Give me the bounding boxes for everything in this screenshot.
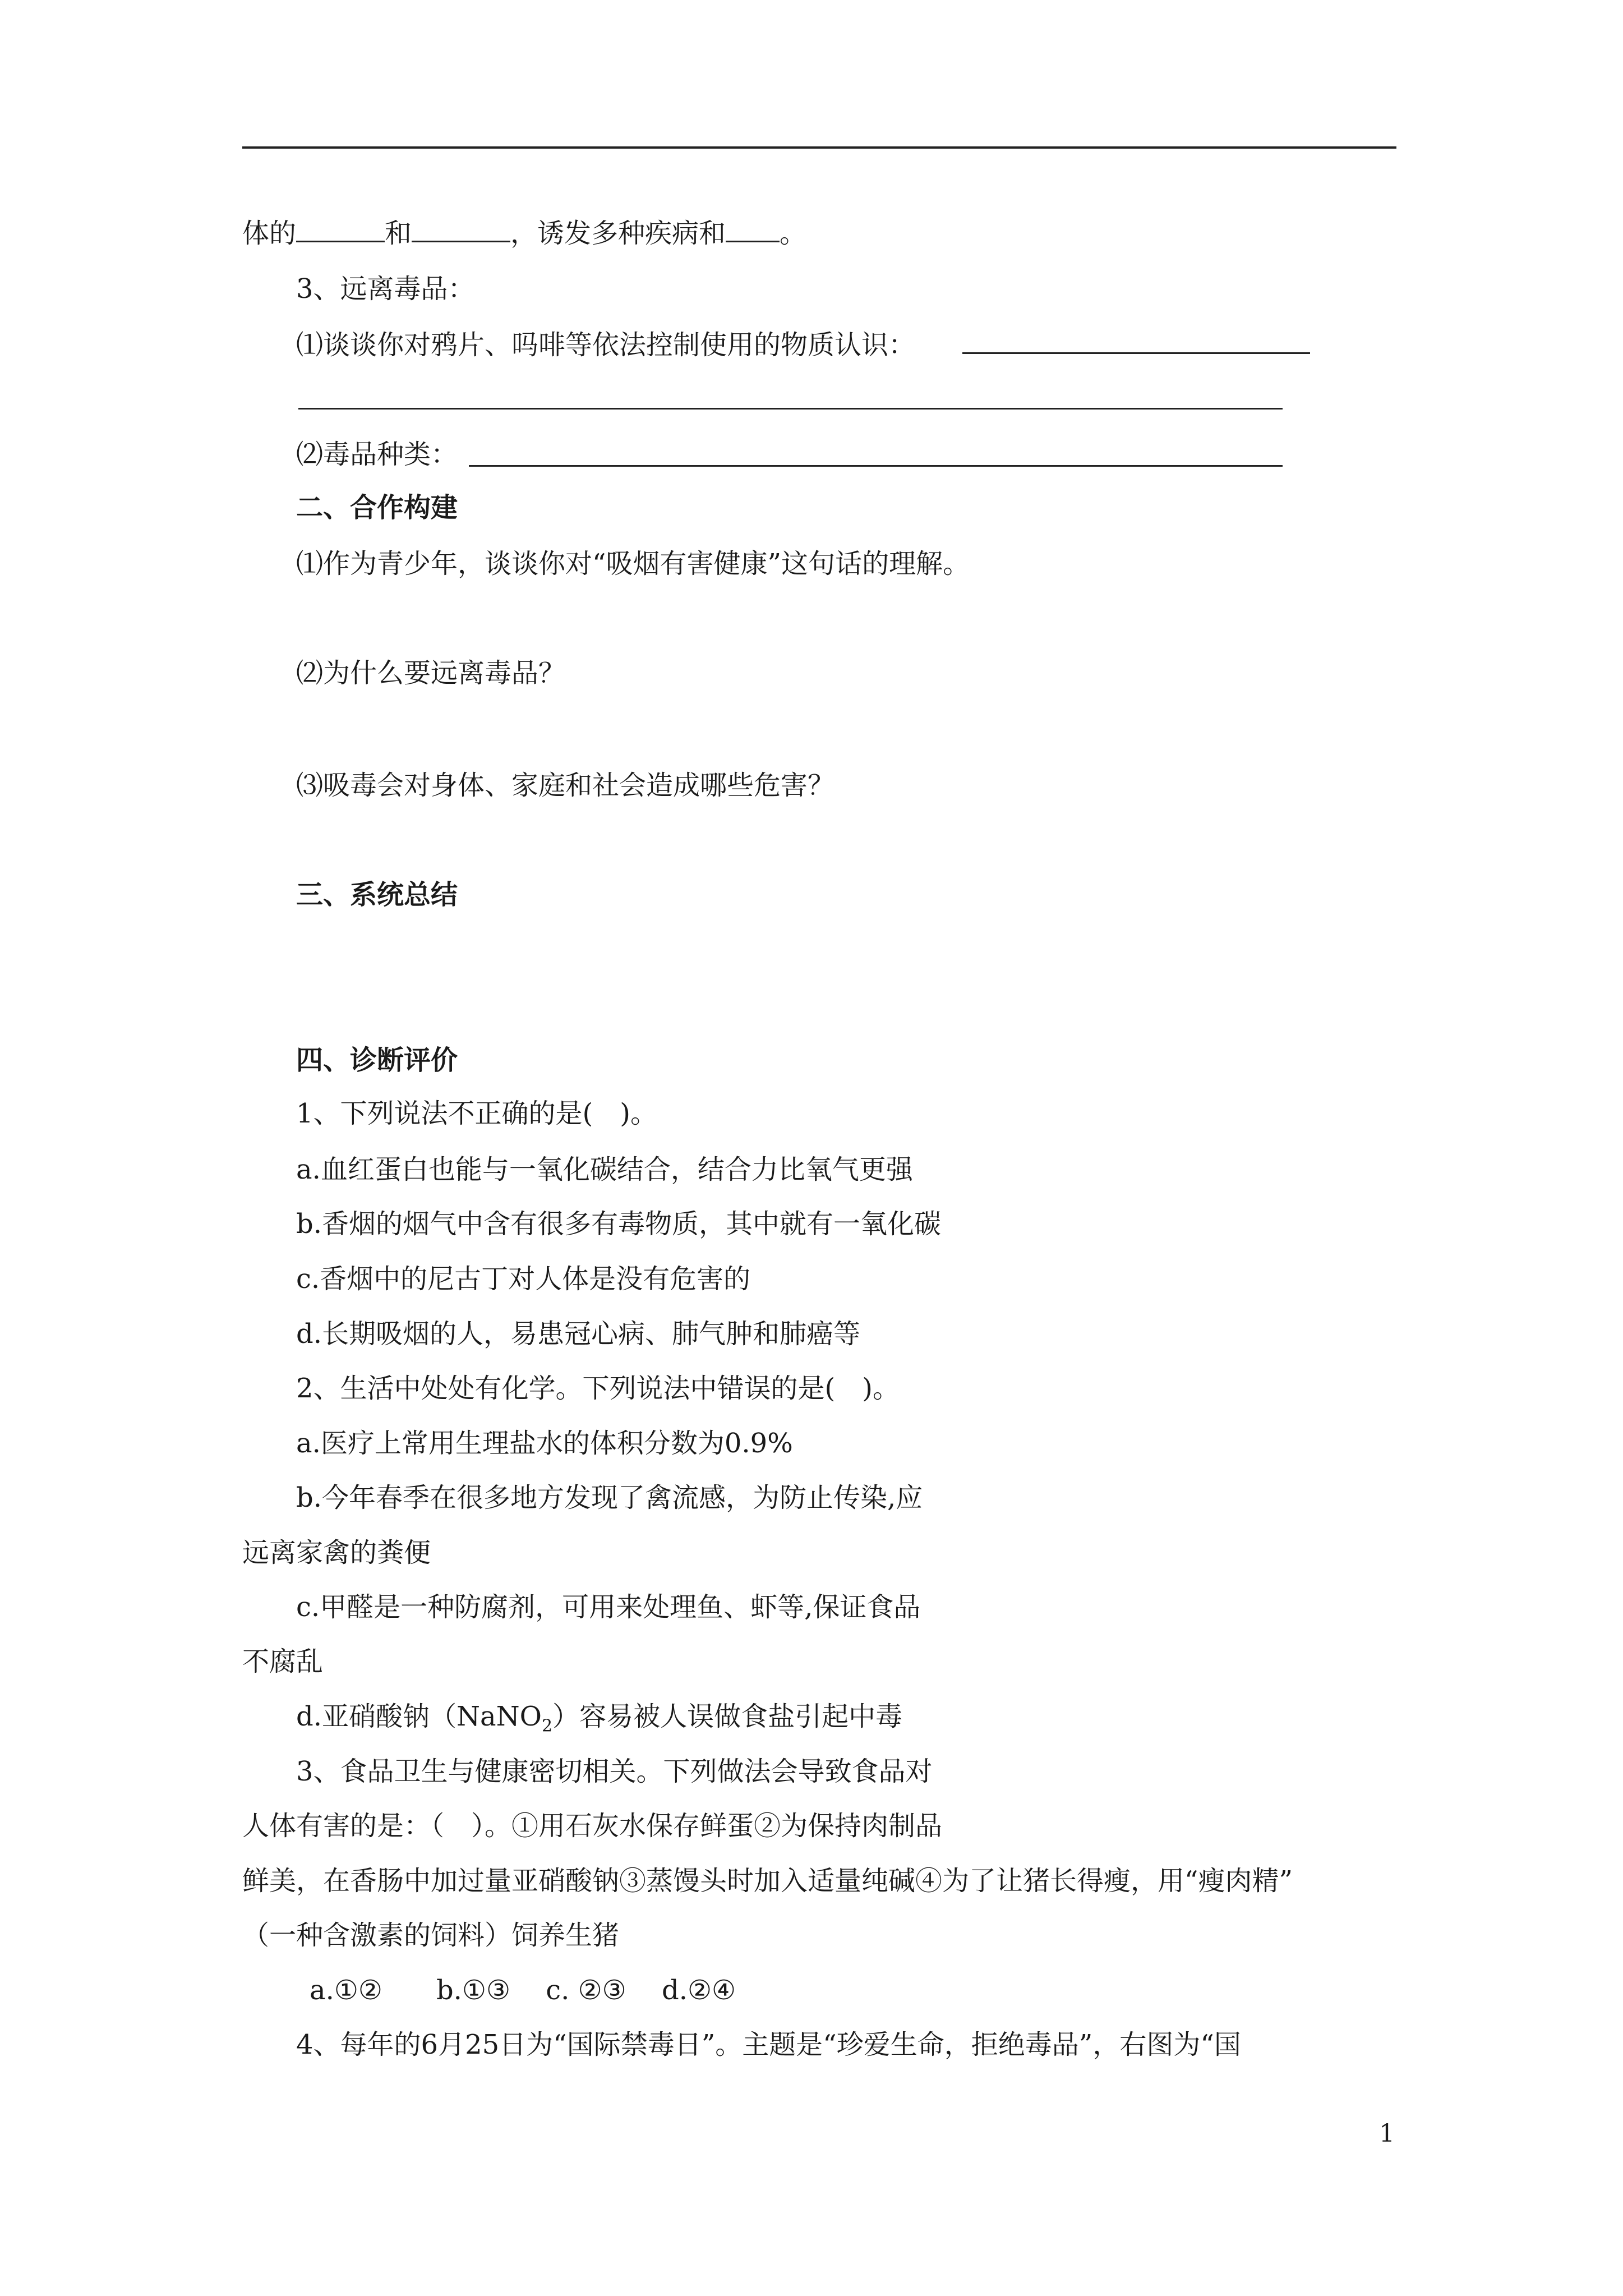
line-harm bbox=[242, 216, 806, 250]
exercise-3: 3、食品卫生与健康密切相关。下列做法会导致食品对 bbox=[296, 1756, 933, 1787]
question-avoid-drugs: ⑵为什么要远离毒品？ bbox=[296, 657, 566, 689]
item-3-heading: 3、远离毒品： bbox=[296, 273, 475, 305]
question-drug-harm: ⑶吸毒会对身体、家庭和社会造成哪些危害？ bbox=[296, 770, 835, 801]
exercise-1-option-c: c.香烟中的尼古丁对人体是没有危害的 bbox=[296, 1263, 751, 1295]
exercise-3-cont-3: （一种含激素的饲料）饲养生猪 bbox=[242, 1920, 620, 1951]
exercise-2-option-a: a.医疗上常用生理盐水的体积分数为0.9% bbox=[296, 1428, 793, 1459]
exercise-1-option-b: b.香烟的烟气中含有很多有毒物质，其中就有一氧化碳 bbox=[296, 1208, 941, 1240]
text: ⑵毒品种类： bbox=[296, 439, 458, 470]
fill-blank[interactable] bbox=[296, 216, 385, 242]
question-opium bbox=[296, 328, 915, 362]
exercise-1-option-d: d.长期吸烟的人，易患冠心病、肺气肿和肺癌等 bbox=[296, 1318, 860, 1350]
answer-line[interactable] bbox=[469, 465, 1283, 467]
exercise-3-cont-1: 人体有害的是：（ ）。①用石灰水保存鲜蛋②为保持肉制品 bbox=[242, 1810, 943, 1842]
exercise-4: 4、每年的6月25日为“国际禁毒日”。主题是“珍爱生命，拒绝毒品”，右图为“国 bbox=[296, 2029, 1241, 2060]
question-drug-types bbox=[296, 438, 458, 471]
subscript: 2 bbox=[541, 1716, 553, 1736]
answer-line[interactable] bbox=[298, 408, 1283, 409]
text: 和 bbox=[385, 218, 412, 249]
exercise-2: 2、生活中处处有化学。下列说法中错误的是( )。 bbox=[296, 1373, 900, 1404]
exercise-2-option-c: c.甲醛是一种防腐剂，可用来处理鱼、虾等,保证食品 bbox=[296, 1591, 921, 1623]
exercise-2-option-b: b.今年春季在很多地方发现了禽流感，为防止传染,应 bbox=[296, 1482, 923, 1513]
exercise-3-cont-2: 鲜美，在香肠中加过量亚硝酸钠③蒸馒头时加入适量纯碱④为了让猪长得瘦，用“瘦肉精” bbox=[242, 1865, 1293, 1897]
exercise-1: 1、下列说法不正确的是( )。 bbox=[296, 1098, 657, 1129]
question-smoking: ⑴作为青少年，谈谈你对“吸烟有害健康”这句话的理解。 bbox=[296, 548, 970, 579]
exercise-2-option-b-cont: 远离家禽的粪便 bbox=[242, 1537, 431, 1568]
exercise-1-option-a: a.血红蛋白也能与一氧化碳结合，结合力比氧气更强 bbox=[296, 1154, 913, 1185]
header-rule bbox=[242, 146, 1396, 149]
exercise-2-option-d bbox=[296, 1700, 903, 1736]
text: 。 bbox=[780, 218, 807, 249]
page-number: 1 bbox=[1379, 2119, 1395, 2148]
answer-line[interactable] bbox=[962, 352, 1310, 354]
exercise-2-option-c-cont: 不腐乱 bbox=[242, 1646, 324, 1677]
fill-blank[interactable] bbox=[726, 216, 780, 242]
exercise-3-options: a.①② b.①③ c. ②③ d.②④ bbox=[310, 1975, 736, 2006]
fill-blank[interactable] bbox=[412, 216, 510, 242]
text: d.亚硝酸钠（NaNO bbox=[296, 1701, 542, 1732]
section-heading-evaluation: 四、诊断评价 bbox=[296, 1045, 458, 1076]
text: 体的 bbox=[242, 218, 297, 249]
section-heading-summary: 三、系统总结 bbox=[296, 879, 458, 910]
text: ，诱发多种疾病和 bbox=[510, 218, 726, 249]
text: ）容易被人误做食盐引起中毒 bbox=[552, 1701, 903, 1732]
section-heading-cooperation: 二、合作构建 bbox=[296, 492, 458, 523]
text: ⑴谈谈你对鸦片、吗啡等依法控制使用的物质认识： bbox=[296, 329, 916, 361]
